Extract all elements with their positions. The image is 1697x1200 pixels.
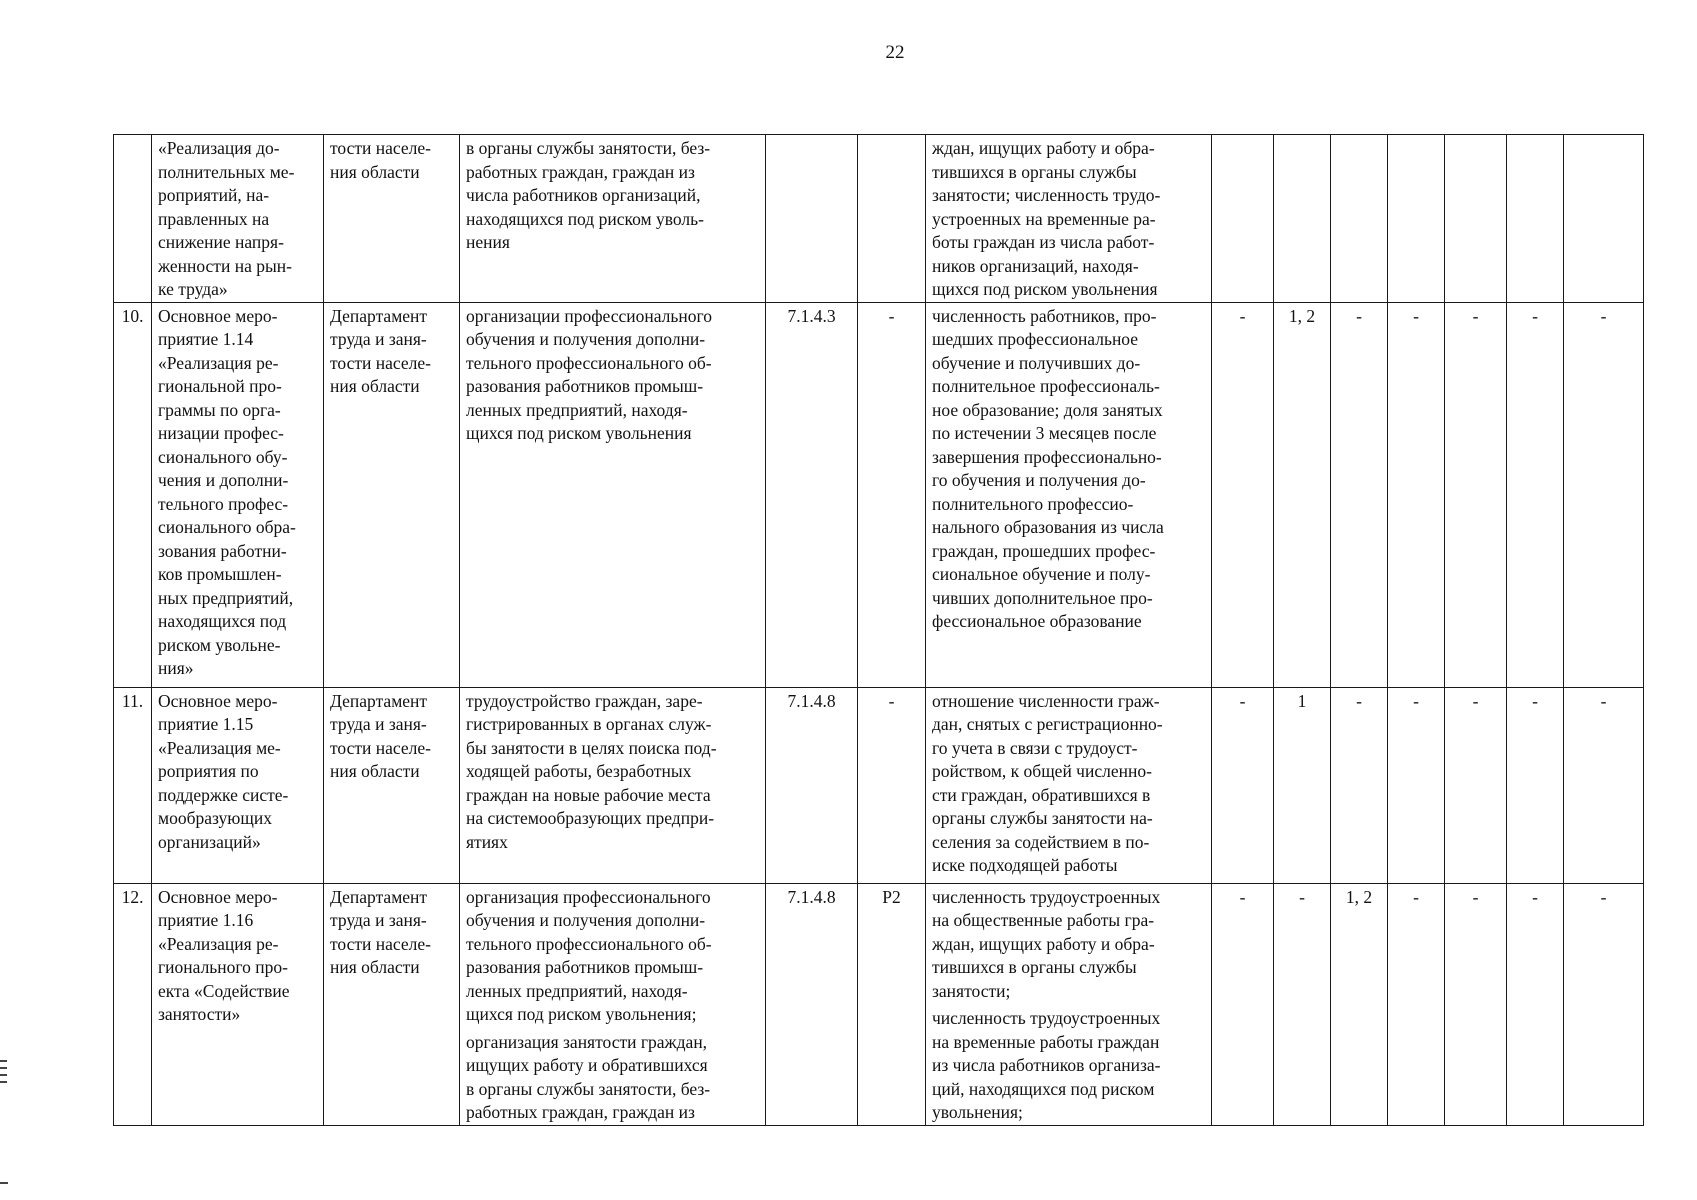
table-row [114, 135, 1644, 303]
year-cell: - [1274, 883, 1331, 1125]
row-number: 10. [114, 302, 152, 687]
year-cell: - [1331, 302, 1388, 687]
scan-edge-marks [0, 1060, 8, 1100]
year-cell: - [1507, 883, 1564, 1125]
table-body [114, 135, 1644, 1126]
executor-cell: Департамент труда и заня- тости населе- ния области [324, 302, 460, 687]
year-cell: - [1388, 687, 1445, 883]
code-cell: 7.1.4.8 [766, 687, 858, 883]
measure-name: «Реализация до- полнительных ме- роприятий, на- правленных на снижение напря- женности на рын- ке труда» [152, 135, 324, 303]
indicators-cell-paragraph: численность трудоустроенных на общественные работы гра- ждан, ищущих работу и обра- тившихся в органы службы занятости; [932, 886, 1161, 1001]
year-cell: - [1445, 302, 1507, 687]
indicators-cell [926, 135, 1212, 303]
year-cell [1331, 135, 1388, 303]
measure-name: Основное меро- приятие 1.14 «Реализация ре- гиональной про- граммы по орга- низации профес- сионального обу- чения и дополни- тельного профес- сионального обра- зования работни- ков промышлен- ных предприятий, находящихся под риском увольне- ния» [152, 302, 324, 687]
year-cell: 1 [1274, 687, 1331, 883]
content-cell-paragraph: в органы службы занятости, без- работных граждан, граждан из числа работников организаций, находящихся под риском уволь- нения [466, 138, 711, 252]
content-cell-paragraph: организация занятости граждан, ищущих работу и обратившихся в органы службы занятости, без- работных граждан, граждан из [466, 1031, 711, 1122]
year-cell: - [1564, 302, 1644, 687]
project-cell [858, 135, 926, 303]
year-cell [1445, 135, 1507, 303]
indicators-cell-paragraph: численность трудоустроенных на временные работы граждан из числа работников организа- ций, находящихся под риском увольнения; [932, 1008, 1161, 1122]
content-cell [460, 883, 766, 1125]
indicators-cell-paragraph: численность работников, про- шедших профессиональное обучение и получивших до- полнительное профессиональ- ное образование; доля занятых по истечении 3 месяцев после завершения профессионально- го обучения и получения до- полнительного профессио- нального образования из числа граждан, прошедших профес- сиональное обучение и полу- чивших дополнительное про- фессиональное образование [932, 305, 1164, 631]
content-cell [460, 302, 766, 687]
row-number: 12. [114, 883, 152, 1125]
indicators-cell [926, 883, 1212, 1125]
indicators-cell [926, 687, 1212, 883]
content-cell [460, 135, 766, 303]
indicators-cell-paragraph: ждан, ищущих работу и обра- тившихся в органы службы занятости; численность трудо- устроенных на временные ра- боты граждан из числа работ- ников организаций, находя- щихся под риском увольнения [932, 138, 1161, 299]
indicators-cell-paragraph: отношение численности граж- дан, снятых с регистрационно- го учета в связи с трудоуст- ройством, к общей численно- сти граждан, обратившихся в органы службы занятости на- селения за содействием в по- иске подходящей работы [932, 690, 1163, 875]
year-cell: - [1445, 883, 1507, 1125]
executor-cell: Департамент труда и заня- тости населе- ния области [324, 883, 460, 1125]
year-cell: 1, 2 [1274, 302, 1331, 687]
code-cell [766, 135, 858, 303]
row-number: 11. [114, 687, 152, 883]
year-cell: - [1445, 687, 1507, 883]
year-cell: - [1388, 883, 1445, 1125]
year-cell [1507, 135, 1564, 303]
content-cell-paragraph: организации профессионального обучения и получения дополни- тельного профессионального об- разования работников промыш- ленных предприятий, находя- щихся под риском увольнения [466, 305, 712, 443]
measure-name: Основное меро- приятие 1.15 «Реализация ме- роприятия по поддержке систе- мообразующих организаций» [152, 687, 324, 883]
program-table [113, 134, 1644, 1126]
year-cell: - [1212, 302, 1274, 687]
row-number [114, 135, 152, 303]
content-cell [460, 687, 766, 883]
table-row [114, 302, 1644, 687]
content-cell-paragraph: трудоустройство граждан, заре- гистрированных в органах служ- бы занятости в целях поиска под- ходящей работы, безработных граждан на новые рабочие места на системообразующих предпри- ятиях [466, 690, 717, 852]
year-cell [1564, 135, 1644, 303]
year-cell: - [1388, 302, 1445, 687]
year-cell: - [1507, 302, 1564, 687]
year-cell: - [1564, 883, 1644, 1125]
executor-cell: тости населе- ния области [324, 135, 460, 303]
project-cell: - [858, 687, 926, 883]
year-cell: - [1212, 883, 1274, 1125]
code-cell: 7.1.4.8 [766, 883, 858, 1125]
year-cell [1388, 135, 1445, 303]
page-number: 22 [885, 42, 905, 63]
year-cell: 1, 2 [1331, 883, 1388, 1125]
project-cell: - [858, 302, 926, 687]
table-row [114, 883, 1644, 1125]
year-cell [1274, 135, 1331, 303]
content-cell-paragraph: организация профессионального обучения и получения дополни- тельного профессионального об- разования работников промыш- ленных предприятий, находя- щихся под риском увольнения; [466, 886, 712, 1024]
code-cell: 7.1.4.3 [766, 302, 858, 687]
year-cell: - [1331, 687, 1388, 883]
year-cell: - [1507, 687, 1564, 883]
project-cell: Р2 [858, 883, 926, 1125]
executor-cell: Департамент труда и заня- тости населе- ния области [324, 687, 460, 883]
year-cell: - [1564, 687, 1644, 883]
year-cell: - [1212, 687, 1274, 883]
year-cell [1212, 135, 1274, 303]
table-row [114, 687, 1644, 883]
indicators-cell [926, 302, 1212, 687]
scan-edge-dash [0, 1182, 8, 1184]
measure-name: Основное меро- приятие 1.16 «Реализация ре- гионального про- екта «Содействие занятости» [152, 883, 324, 1125]
